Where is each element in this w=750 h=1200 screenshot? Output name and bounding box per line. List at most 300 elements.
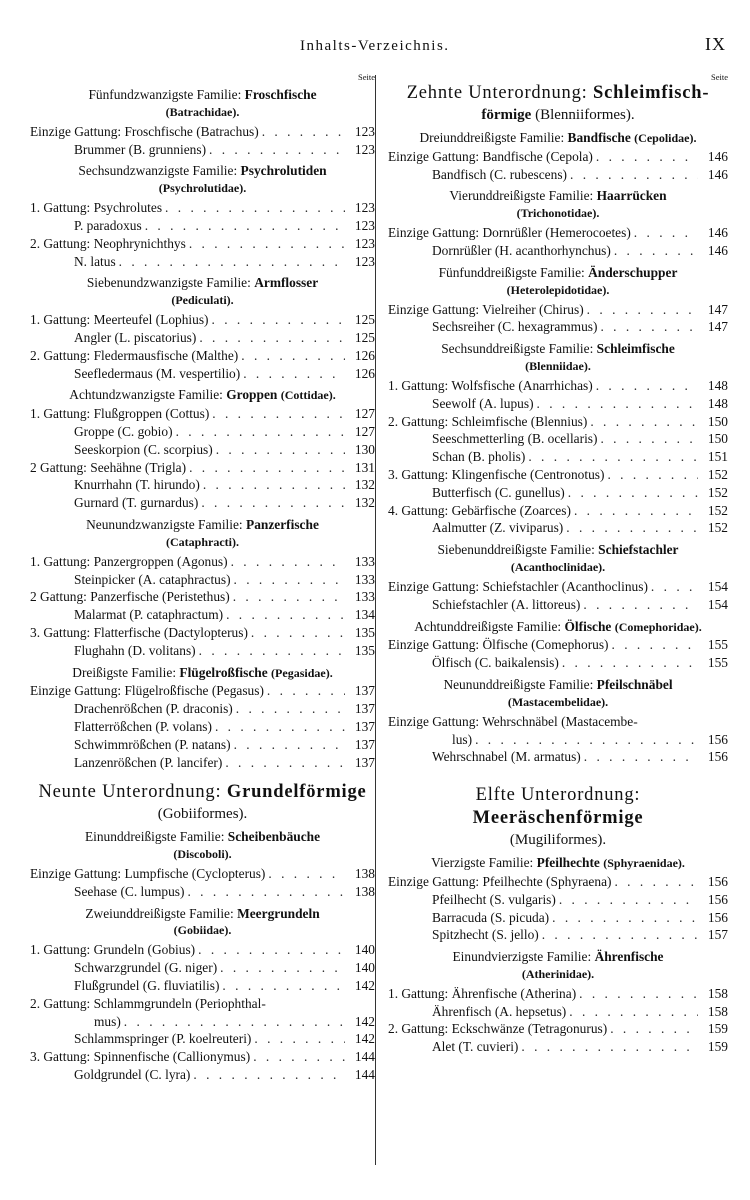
family-name: Ölfische	[564, 618, 612, 634]
family-latin: (Atherinidae).	[521, 966, 595, 981]
leader-dots	[217, 959, 345, 977]
toc-entry[interactable]	[30, 476, 375, 494]
entry-text: Ährenfisch (A. hepsetus)	[432, 1003, 567, 1019]
family-heading	[388, 854, 728, 873]
toc-entry[interactable]	[30, 123, 375, 141]
leader-dots	[609, 636, 698, 654]
entry-page: 135	[354, 624, 375, 640]
entry-page: 156	[707, 731, 728, 747]
entry-page: 127	[354, 406, 375, 422]
family-latin: (Pediculati).	[171, 293, 234, 308]
entry-text: 3. Gattung: Spinnenfische (Callionymus)	[30, 1049, 251, 1065]
entry-page: 142	[354, 1031, 375, 1047]
leader-dots	[587, 413, 698, 431]
family-name: Froschfische	[244, 87, 317, 102]
family-heading	[388, 676, 728, 694]
family-heading	[30, 274, 375, 292]
entry-page: 131	[354, 459, 375, 475]
leader-dots	[565, 484, 698, 502]
entry-page: 126	[354, 347, 375, 363]
toc-entry[interactable]	[388, 242, 728, 260]
leader-dots	[265, 865, 345, 883]
family-name: Haarrücken	[596, 188, 667, 204]
toc-entry[interactable]	[30, 941, 375, 959]
entry-page: 123	[354, 217, 375, 233]
entry-text: Einzige Gattung: Bandfische (Cepola)	[388, 148, 593, 164]
leader-dots	[251, 1030, 345, 1048]
toc-entry[interactable]	[30, 977, 375, 995]
family-heading	[388, 948, 728, 966]
family-ordinal: Sechsunddreißigste Familie:	[441, 341, 594, 357]
leader-dots	[549, 909, 698, 927]
entry-text: 2. Gattung: Schleimfische (Blennius)	[388, 413, 588, 429]
entry-page: 158	[707, 985, 728, 1001]
family-name: Schleimfische	[596, 341, 675, 357]
toc-entry[interactable]	[388, 873, 728, 891]
entry-text: Seewolf (A. lupus)	[432, 395, 534, 411]
leader-dots	[264, 682, 345, 700]
leader-dots	[198, 494, 345, 512]
family-heading	[30, 86, 375, 104]
toc-entry[interactable]	[388, 1020, 728, 1038]
entry-text: Gurnard (T. gurnardus)	[74, 495, 199, 511]
toc-entry[interactable]	[388, 148, 728, 166]
entry-page: 152	[707, 484, 728, 500]
entry-page: 142	[354, 1013, 375, 1029]
family-name: Panzerfische	[246, 516, 319, 532]
entry-text: 1. Gattung: Grundeln (Gobius)	[30, 942, 196, 958]
toc-entry[interactable]	[30, 865, 375, 883]
toc-entry[interactable]	[388, 430, 728, 448]
toc-entry[interactable]	[30, 459, 375, 477]
suborder-latin: (Gobiiformes).	[157, 806, 248, 823]
toc-entry[interactable]	[388, 502, 728, 520]
leader-dots	[233, 700, 345, 718]
entry-text: P. paradoxus	[74, 217, 142, 233]
leader-dots	[162, 199, 345, 217]
toc-entry-wrapped[interactable]: 2. Gattung: Schlammgrundeln (Periophthal-	[30, 995, 266, 1011]
entry-text: 1. Gattung: Wolfsfische (Anarrhichas)	[388, 377, 593, 393]
entry-page: 130	[354, 441, 375, 457]
toc-entry[interactable]	[388, 1038, 728, 1056]
leader-dots	[525, 448, 698, 466]
toc-entry[interactable]	[30, 405, 375, 423]
leader-dots	[195, 941, 345, 959]
entry-text: Schiefstachler (A. littoreus)	[432, 596, 581, 612]
entry-page: 146	[707, 225, 728, 241]
family-ordinal: Vierzigste Familie:	[431, 855, 534, 871]
toc-entry[interactable]	[30, 311, 375, 329]
family-heading	[30, 905, 375, 923]
toc-entry[interactable]	[30, 606, 375, 624]
toc-entry[interactable]	[30, 235, 375, 253]
toc-entry[interactable]	[388, 636, 728, 654]
entry-text: Angler (L. piscatorius)	[74, 329, 197, 345]
entry-page: 137	[354, 701, 375, 717]
leader-dots	[240, 365, 345, 383]
entry-text: Malarmat (P. cataphractum)	[74, 607, 224, 623]
entry-page: 147	[707, 301, 728, 317]
entry-text: Seeschmetterling (B. ocellaris)	[432, 431, 598, 447]
entry-text: 2 Gattung: Panzerfische (Peristethus)	[30, 589, 230, 605]
family-latin: (Cottidae).	[280, 388, 336, 403]
family-latin: (Blenniidae).	[525, 358, 591, 373]
toc-entry[interactable]	[30, 883, 375, 901]
toc-entry[interactable]	[30, 700, 375, 718]
leader-dots	[611, 242, 698, 260]
entry-page: 159	[707, 1021, 728, 1037]
family-heading	[30, 386, 375, 405]
entry-text: Einzige Gattung: Vielreiher (Chirus)	[388, 301, 584, 317]
family-ordinal: Sechsundzwanzigste Familie:	[78, 163, 238, 179]
leader-dots	[611, 873, 698, 891]
toc-entry[interactable]	[30, 1066, 375, 1084]
entry-text: Spitzhecht (S. jello)	[432, 927, 539, 943]
entry-text: Groppe (C. gobio)	[74, 423, 173, 439]
entry-text: 2 Gattung: Seehähne (Trigla)	[30, 459, 187, 475]
toc-entry[interactable]	[30, 365, 375, 383]
entry-page: 144	[354, 1049, 375, 1065]
entry-text: Sechsreiher (C. hexagrammus)	[432, 319, 598, 335]
toc-entry[interactable]	[388, 166, 728, 184]
toc-entry[interactable]	[30, 1048, 375, 1066]
entry-page: 133	[354, 571, 375, 587]
toc-entry-wrapped[interactable]: Einzige Gattung: Wehrschnäbel (Mastacembe-	[388, 713, 638, 729]
family-name: Pfeilhechte	[536, 855, 600, 871]
family-latin: (Discoboli).	[173, 847, 232, 862]
family-name: Flügelroßfische	[179, 664, 268, 680]
entry-page: 133	[354, 553, 375, 569]
toc-entry[interactable]	[30, 588, 375, 606]
entry-page: 146	[707, 148, 728, 164]
toc-entry[interactable]	[30, 959, 375, 977]
family-heading	[30, 162, 375, 180]
toc-entry[interactable]	[30, 1013, 375, 1031]
running-head	[0, 34, 750, 60]
entry-page: 152	[707, 502, 728, 518]
suborder-latin: (Mugiliformes).	[509, 832, 607, 849]
suborder-heading	[388, 784, 728, 830]
entry-page: 148	[707, 395, 728, 411]
entry-text: Flughahn (D. volitans)	[74, 642, 196, 658]
entry-text: Brummer (B. grunniens)	[74, 141, 207, 157]
toc-entry[interactable]	[388, 413, 728, 431]
leader-dots	[212, 718, 345, 736]
leader-dots	[190, 1066, 345, 1084]
leader-dots	[539, 926, 698, 944]
leader-dots	[238, 347, 345, 365]
leader-dots	[576, 985, 698, 1003]
entry-text: 1. Gattung: Ährenfische (Atherina)	[388, 985, 577, 1001]
entry-page: 144	[354, 1067, 375, 1083]
family-ordinal: Einundvierzigste Familie:	[452, 949, 592, 965]
family-heading	[388, 541, 728, 559]
toc-entry[interactable]	[30, 441, 375, 459]
entry-page: 156	[707, 749, 728, 765]
entry-page: 125	[354, 329, 375, 345]
toc-entry[interactable]	[388, 484, 728, 502]
entry-text: Butterfisch (C. gunellus)	[432, 484, 565, 500]
suborder-ordinal: Neunte Unterordnung:	[38, 782, 222, 803]
toc-entry[interactable]	[30, 253, 375, 271]
suborder-ordinal: Zehnte Unterordnung:	[406, 83, 588, 103]
family-ordinal: Siebenundzwanzigste Familie:	[86, 275, 251, 291]
leader-dots	[604, 466, 698, 484]
toc-entry[interactable]	[30, 423, 375, 441]
entry-text: 2. Gattung: Eckschwänze (Tetragonurus)	[388, 1021, 608, 1037]
family-heading	[388, 264, 728, 282]
entry-text: 3. Gattung: Flatterfische (Dactylopterus)	[30, 624, 248, 640]
toc-entry[interactable]	[388, 654, 728, 672]
entry-text: Einzige Gattung: Lumpfische (Cyclopterus)	[30, 866, 266, 882]
entry-text: Flatterrößchen (P. volans)	[74, 718, 212, 734]
family-ordinal: Zweiunddreißigste Familie:	[85, 905, 234, 921]
entry-page: 123	[354, 253, 375, 269]
family-ordinal: Fünfunddreißigste Familie:	[438, 264, 585, 280]
leader-dots	[196, 329, 345, 347]
entry-text: Schwarzgrundel (G. niger)	[74, 960, 218, 976]
entry-page: 123	[354, 200, 375, 216]
toc-entry[interactable]	[388, 1003, 728, 1021]
leader-dots	[584, 301, 698, 319]
entry-page: 154	[707, 578, 728, 594]
family-latin: (Cepolidae).	[634, 131, 697, 145]
entry-page: 159	[707, 1039, 728, 1055]
entry-page: 137	[354, 683, 375, 699]
family-latin: (Psychrolutidae).	[158, 181, 247, 196]
leader-dots	[248, 624, 345, 642]
toc-entry[interactable]	[388, 301, 728, 319]
toc-entry[interactable]	[30, 329, 375, 347]
entry-page: 134	[354, 607, 375, 623]
toc-entry[interactable]	[388, 748, 728, 766]
entry-text: Ölfisch (C. baikalensis)	[432, 655, 559, 671]
leader-dots	[567, 166, 698, 184]
family-ordinal: Achtundzwanzigste Familie:	[69, 387, 223, 403]
family-heading	[30, 664, 375, 683]
entry-text: Dornrüßler (H. acanthorhynchus)	[432, 242, 611, 258]
entry-page: 137	[354, 736, 375, 752]
leader-dots	[200, 476, 345, 494]
leader-dots	[116, 253, 345, 271]
toc-entry[interactable]	[30, 1030, 375, 1048]
leader-dots	[184, 883, 345, 901]
leader-dots	[206, 141, 345, 159]
entry-page: 156	[707, 909, 728, 925]
entry-text: Wehrschnabel (M. armatus)	[432, 749, 581, 765]
leader-dots	[186, 235, 345, 253]
page-number: IX	[705, 34, 726, 54]
leader-dots	[213, 441, 345, 459]
family-name: Änderschupper	[588, 264, 678, 280]
family-latin: (Sphyraenidae).	[603, 856, 685, 871]
toc-entry[interactable]	[30, 642, 375, 660]
family-name: Scheibenbäuche	[227, 829, 321, 845]
entry-page: 125	[354, 312, 375, 328]
entry-text: 3. Gattung: Klingenfische (Centronotus)	[388, 466, 605, 482]
entry-text: Einzige Gattung: Dornrüßler (Hemerocoetes)	[388, 225, 631, 241]
family-heading	[388, 340, 728, 358]
toc-entry[interactable]	[30, 736, 375, 754]
page-title: Inhalts-Verzeichnis.	[300, 38, 450, 54]
toc-entry[interactable]	[30, 553, 375, 571]
entry-page: 158	[707, 1003, 728, 1019]
toc-entry[interactable]	[30, 718, 375, 736]
entry-page: 132	[354, 495, 375, 511]
entry-page: 126	[354, 365, 375, 381]
toc-entry[interactable]	[388, 909, 728, 927]
toc-entry[interactable]	[30, 199, 375, 217]
entry-page: 123	[354, 235, 375, 251]
entry-page: 123	[354, 123, 375, 139]
leader-dots	[230, 588, 345, 606]
entry-text: 4. Gattung: Gebärfische (Zoarces)	[388, 502, 571, 518]
toc-entry[interactable]	[388, 596, 728, 614]
leader-dots	[219, 977, 345, 995]
toc-entry[interactable]	[30, 682, 375, 700]
toc-entry[interactable]	[388, 519, 728, 537]
leader-dots	[209, 311, 346, 329]
family-ordinal: Neununddreißigste Familie:	[443, 676, 594, 692]
leader-dots	[196, 642, 345, 660]
toc-entry[interactable]	[30, 571, 375, 589]
toc-entry[interactable]	[30, 347, 375, 365]
leader-dots	[121, 1013, 345, 1031]
family-name: Armflosser	[254, 275, 319, 291]
entry-page: 157	[707, 927, 728, 943]
toc-entry[interactable]	[388, 578, 728, 596]
family-latin: (Comephoridae).	[614, 619, 702, 634]
entry-page: 137	[354, 718, 375, 734]
leader-dots	[222, 754, 345, 772]
left-column	[30, 72, 375, 1084]
leader-dots	[631, 224, 698, 242]
entry-page: 156	[707, 891, 728, 907]
toc-entry[interactable]	[30, 217, 375, 235]
leader-dots	[518, 1038, 698, 1056]
family-heading	[388, 187, 728, 205]
family-ordinal: Dreiunddreißigste Familie:	[419, 130, 565, 145]
family-ordinal: Vierunddreißigste Familie:	[449, 188, 594, 204]
family-latin: (Cataphracti).	[166, 534, 239, 549]
leader-dots	[173, 423, 345, 441]
leader-dots	[259, 123, 345, 141]
leader-dots	[556, 891, 698, 909]
entry-text: Pfeilhecht (S. vulgaris)	[432, 891, 556, 907]
leader-dots	[250, 1048, 345, 1066]
family-heading	[30, 828, 375, 846]
entry-page: 147	[707, 319, 728, 335]
toc-entry[interactable]	[388, 448, 728, 466]
leader-dots	[228, 553, 345, 571]
toc-entry[interactable]	[388, 395, 728, 413]
entry-page: 127	[354, 423, 375, 439]
leader-dots	[186, 459, 345, 477]
entry-page: 146	[707, 242, 728, 258]
leader-dots	[534, 395, 698, 413]
seite-label: Seite	[358, 72, 375, 82]
family-latin: (Heterolepidotidae).	[506, 282, 610, 297]
toc-entry[interactable]	[30, 141, 375, 159]
entry-text: Barracuda (S. picuda)	[432, 909, 550, 925]
toc-entry[interactable]	[388, 224, 728, 242]
family-latin: (Acanthoclinidae).	[510, 559, 606, 574]
suborder-name: Grundelförmige	[226, 782, 367, 803]
entry-page: 151	[707, 449, 728, 465]
toc-entry[interactable]	[388, 318, 728, 336]
family-name: Pfeilschnäbel	[596, 676, 673, 692]
leader-dots	[231, 571, 345, 589]
toc-entry[interactable]	[30, 754, 375, 772]
family-name: Ährenfische	[594, 949, 664, 965]
entry-text: Flußgrundel (G. fluviatilis)	[74, 978, 220, 994]
entry-text: Seehase (C. lumpus)	[74, 883, 185, 899]
toc-entry[interactable]	[388, 731, 728, 749]
entry-page: 156	[707, 873, 728, 889]
leader-dots	[597, 430, 698, 448]
leader-dots	[142, 217, 345, 235]
entry-page: 138	[354, 866, 375, 882]
family-name: Groppen	[226, 387, 278, 403]
entry-text: Steinpicker (A. cataphractus)	[74, 571, 231, 587]
leader-dots	[597, 318, 698, 336]
suborder-name: Meeräschenförmige	[472, 808, 644, 829]
toc-entry[interactable]	[388, 377, 728, 395]
entry-page: 150	[707, 431, 728, 447]
entry-text: Seeskorpion (C. scorpius)	[74, 441, 213, 457]
family-latin: (Mastacembelidae).	[507, 694, 609, 709]
entry-text: Einzige Gattung: Flügelroßfische (Pegasus)	[30, 683, 264, 699]
toc-entry[interactable]	[30, 494, 375, 512]
family-ordinal: Siebenunddreißigste Familie:	[437, 542, 595, 558]
family-ordinal: Dreißigste Familie:	[72, 664, 177, 680]
entry-page: 155	[707, 637, 728, 653]
family-latin: (Trichonotidae).	[516, 206, 600, 221]
family-name: Meergrundeln	[237, 905, 320, 921]
toc-entry[interactable]	[388, 985, 728, 1003]
leader-dots	[607, 1020, 698, 1038]
entry-text: Knurrhahn (T. hirundo)	[74, 477, 200, 493]
toc-entry[interactable]	[388, 891, 728, 909]
entry-page: 148	[707, 377, 728, 393]
family-ordinal: Achtunddreißigste Familie:	[414, 618, 562, 634]
leader-dots	[593, 148, 698, 166]
entry-text: 2. Gattung: Fledermausfische (Malthe)	[30, 347, 239, 363]
family-ordinal: Neunundzwanzigste Familie:	[86, 516, 243, 532]
entry-text: Schan (B. pholis)	[432, 449, 526, 465]
toc-entry[interactable]	[388, 466, 728, 484]
entry-page: 142	[354, 978, 375, 994]
family-name: Bandfische	[567, 130, 631, 145]
toc-entry[interactable]	[30, 624, 375, 642]
entry-page: 146	[707, 166, 728, 182]
entry-page: 152	[707, 520, 728, 536]
entry-text: 1. Gattung: Panzergroppen (Agonus)	[30, 553, 228, 569]
entry-page: 133	[354, 589, 375, 605]
leader-dots	[559, 654, 698, 672]
leader-dots	[581, 748, 698, 766]
entry-text: 1. Gattung: Flußgroppen (Cottus)	[30, 406, 210, 422]
entry-text: Schwimmrößchen (P. natans)	[74, 736, 231, 752]
leader-dots	[563, 519, 698, 537]
leader-dots	[571, 502, 698, 520]
leader-dots	[566, 1003, 698, 1021]
family-latin: (Pegasidae).	[271, 665, 333, 680]
entry-text: lus)	[452, 731, 473, 747]
toc-entry[interactable]	[388, 926, 728, 944]
entry-text: mus)	[94, 1013, 121, 1029]
family-ordinal: Einunddreißigste Familie:	[84, 829, 225, 845]
